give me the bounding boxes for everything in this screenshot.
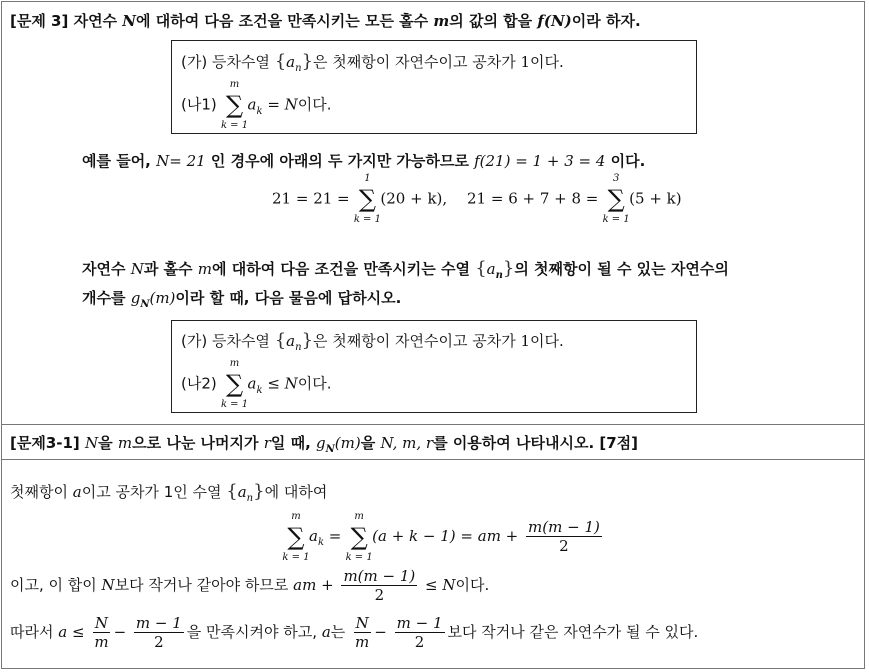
text: 이다. bbox=[297, 374, 332, 393]
text: 를 이용하여 나타내시오. [7점] bbox=[433, 434, 639, 452]
eq-sign: = bbox=[328, 527, 342, 545]
minus: − bbox=[113, 623, 127, 641]
text: 일 때, bbox=[270, 434, 311, 452]
text: 의 첫째항이 될 수 있는 자연수의 bbox=[514, 260, 729, 278]
fraction: $\frac{N}{m}$ bbox=[355, 614, 370, 651]
var-N: N bbox=[85, 434, 99, 452]
var-a: a bbox=[321, 623, 331, 641]
answer-line4 bbox=[10, 614, 698, 651]
divider-question bbox=[1, 424, 865, 425]
divider-answer bbox=[1, 459, 865, 460]
text: 보다 작거나 같아야 하므로 bbox=[114, 576, 289, 594]
func-arg: (m) bbox=[334, 434, 361, 452]
text: 을 bbox=[98, 434, 113, 452]
seq-a: a bbox=[237, 483, 247, 501]
text: 자연수 bbox=[82, 260, 126, 278]
text: 과 홀수 bbox=[143, 260, 193, 278]
text: 을 만족시켜야 하고, bbox=[186, 623, 318, 641]
vars: N, m, r bbox=[380, 434, 434, 452]
para2-line2 bbox=[82, 287, 401, 308]
text: 에 대하여 다음 조건을 만족시키는 수열 bbox=[212, 260, 470, 278]
term: a bbox=[247, 95, 257, 114]
label: (나1) bbox=[181, 95, 217, 114]
sigma-symbol: m ∑ k = 1 bbox=[220, 79, 249, 131]
sigma-symbol: 1 ∑ k = 1 bbox=[353, 173, 381, 225]
var-m: m bbox=[197, 260, 213, 278]
var-N: N bbox=[101, 576, 115, 594]
subscript: N bbox=[325, 444, 335, 455]
question-label: [문제3-1] bbox=[10, 434, 80, 452]
formula: f(21) = 1 + 3 = 4 bbox=[474, 152, 606, 170]
text: 이고 공차가 1인 수열 bbox=[81, 483, 222, 501]
subscript: N bbox=[140, 299, 150, 310]
eq-text: 21 = 21 = bbox=[272, 189, 350, 208]
title-text: 의 값의 합을 bbox=[449, 12, 533, 30]
fraction: $\frac{m - 1}{2}$ bbox=[396, 614, 443, 651]
label: (나2) bbox=[181, 374, 217, 393]
text: 에 대하여 bbox=[264, 483, 328, 501]
para2-line1: 자연수 N과 홀수 m에 대하여 다음 조건을 만족시키는 수열 $\{a_n\}$의 첫째항이 될 수 있는 자연수의 bbox=[82, 258, 729, 281]
text: 이다. bbox=[455, 576, 490, 594]
label: (가) 등차수열 bbox=[181, 332, 270, 350]
text: 은 첫째항이 자연수이고 공차가 bbox=[313, 53, 516, 71]
text: 예를 들어, bbox=[82, 152, 151, 170]
sigma-symbol: m ∑ k = 1 bbox=[345, 510, 373, 563]
sigma-symbol: 3 ∑ k = 1 bbox=[602, 173, 630, 225]
func-g: g bbox=[130, 289, 141, 307]
var-N: N bbox=[122, 12, 136, 30]
box2-line2 bbox=[181, 358, 332, 410]
seq-a: a bbox=[286, 53, 296, 71]
box2-line1: (가) 등차수열 $\{a_n\}$은 첫째항이 자연수이고 공차가 1이다. bbox=[181, 330, 564, 353]
title-text: [문제 3] 자연수 bbox=[10, 12, 118, 30]
subscript: n bbox=[246, 493, 254, 504]
relation: ≤ N bbox=[267, 374, 298, 393]
box1-line2 bbox=[181, 79, 332, 131]
eq-text: (a + k − 1) = am + bbox=[372, 527, 519, 545]
box1-line1: (가) 등차수열 $\{a_n\}$은 첫째항이 자연수이고 공차가 1이다. bbox=[181, 51, 564, 74]
subscript: k bbox=[317, 537, 325, 548]
var-m: m bbox=[117, 434, 133, 452]
answer-line1: 첫째항이 a이고 공차가 1인 수열 $\{a_n\}$에 대하여 bbox=[10, 481, 328, 504]
func-g: g bbox=[316, 434, 326, 452]
text: 이다. bbox=[610, 152, 646, 170]
problem-title bbox=[10, 10, 641, 31]
example-text bbox=[82, 150, 645, 171]
fraction: $\frac{m(m - 1)}{2}$ bbox=[528, 518, 600, 555]
text: 이다. bbox=[530, 53, 564, 71]
seq-a: a bbox=[286, 332, 296, 350]
label: (가) 등차수열 bbox=[181, 53, 270, 71]
text: 이고, 이 합이 bbox=[10, 576, 97, 594]
title-text: 이라 하자. bbox=[571, 12, 641, 30]
text: 이다. bbox=[297, 95, 332, 114]
minus: − bbox=[374, 623, 387, 641]
fraction: $\frac{m - 1}{2}$ bbox=[135, 614, 182, 651]
answer-line3 bbox=[10, 567, 489, 604]
text: 인 경우에 아래의 두 가지만 가능하므로 bbox=[210, 152, 469, 170]
condition-box-1 bbox=[171, 40, 697, 134]
sigma-symbol: m ∑ k = 1 bbox=[282, 510, 310, 563]
subscript: k bbox=[256, 384, 263, 396]
num: 1 bbox=[520, 332, 531, 350]
text: 따라서 bbox=[10, 623, 54, 641]
expr: a ≤ bbox=[58, 623, 85, 641]
subscript: n bbox=[495, 270, 503, 281]
var-m: m bbox=[433, 12, 450, 30]
text: 을 bbox=[360, 434, 376, 452]
term: a bbox=[247, 374, 257, 393]
text: 은 첫째항이 자연수이고 공차가 bbox=[313, 332, 516, 350]
var-N: N bbox=[130, 260, 144, 278]
relation: ≤ N bbox=[425, 576, 456, 594]
fraction: $\frac{N}{m}$ bbox=[94, 614, 109, 651]
term: a bbox=[309, 527, 318, 545]
text: 보다 작거나 같은 자연수가 될 수 있다. bbox=[447, 623, 699, 641]
seq-a: a bbox=[486, 260, 496, 278]
subscript: n bbox=[295, 342, 302, 353]
text: 는 bbox=[330, 623, 346, 641]
fraction: $\frac{m(m - 1)}{2}$ bbox=[343, 567, 416, 604]
var-r: r bbox=[263, 434, 271, 452]
text: 첫째항이 bbox=[10, 483, 68, 501]
expr: am + bbox=[293, 576, 334, 594]
text: 이라 할 때, 다음 물음에 답하시오. bbox=[175, 289, 402, 307]
relation: = N bbox=[267, 95, 298, 114]
func-fN: f(N) bbox=[537, 12, 572, 30]
example-equation-2 bbox=[467, 173, 682, 225]
sigma-symbol: m ∑ k = 1 bbox=[220, 358, 249, 410]
eq-text: (5 + k) bbox=[629, 189, 682, 208]
num: 1 bbox=[520, 53, 531, 71]
condition-box-2 bbox=[171, 320, 697, 413]
condition: N= 21 bbox=[156, 152, 206, 170]
answer-equation bbox=[282, 510, 605, 563]
title-text: 에 대하여 다음 조건을 만족시키는 모든 홀수 bbox=[136, 12, 429, 30]
question-3-1 bbox=[10, 432, 638, 453]
subscript: k bbox=[256, 105, 263, 117]
var-a: a bbox=[72, 483, 82, 501]
eq-text: 21 = 6 + 7 + 8 = bbox=[467, 189, 599, 208]
example-equation-1 bbox=[272, 173, 448, 225]
text: 개수를 bbox=[82, 289, 126, 307]
text: 이다. bbox=[530, 332, 564, 350]
text: 으로 나눈 나머지가 bbox=[132, 434, 259, 452]
func-arg: (m) bbox=[149, 289, 176, 307]
eq-text: (20 + k), bbox=[380, 189, 448, 208]
subscript: n bbox=[295, 63, 302, 74]
